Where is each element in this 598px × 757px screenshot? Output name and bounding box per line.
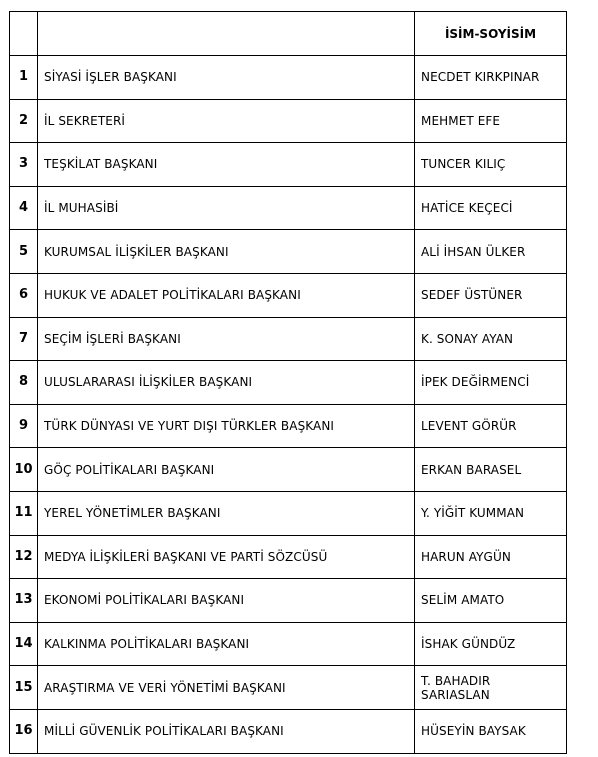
position-title-cell: ARAŞTIRMA VE VERİ YÖNETİMİ BAŞKANI [38, 666, 415, 710]
person-name-cell: MEHMET EFE [415, 99, 567, 143]
table-row [10, 491, 567, 535]
person-name-cell: İPEK DEĞİRMENCİ [415, 361, 567, 405]
table-row [10, 56, 567, 100]
row-number-cell: 1 [10, 56, 38, 100]
position-title-cell: MEDYA İLİŞKİLERİ BAŞKANI VE PARTİ SÖZCÜSÜ [38, 535, 415, 579]
position-title-cell: GÖÇ POLİTİKALARI BAŞKANI [38, 448, 415, 492]
table-row [10, 709, 567, 753]
row-number-cell: 15 [10, 666, 38, 710]
person-name-cell: K. SONAY AYAN [415, 317, 567, 361]
officials-table [9, 11, 567, 754]
position-title-cell: KURUMSAL İLİŞKİLER BAŞKANI [38, 230, 415, 274]
position-title-cell: MİLLİ GÜVENLİK POLİTİKALARI BAŞKANI [38, 709, 415, 753]
row-number-cell: 5 [10, 230, 38, 274]
table-row [10, 186, 567, 230]
row-number-cell: 13 [10, 579, 38, 623]
person-name-cell: SEDEF ÜSTÜNER [415, 273, 567, 317]
row-number-cell: 2 [10, 99, 38, 143]
person-name-cell: SELİM AMATO [415, 579, 567, 623]
row-number-cell: 14 [10, 622, 38, 666]
table-row [10, 230, 567, 274]
table-row [10, 317, 567, 361]
table-row [10, 273, 567, 317]
row-number-cell: 8 [10, 361, 38, 405]
person-name-cell: HÜSEYİN BAYSAK [415, 709, 567, 753]
row-number-cell: 10 [10, 448, 38, 492]
person-name-cell: HATİCE KEÇECİ [415, 186, 567, 230]
position-title-cell: SEÇİM İŞLERİ BAŞKANI [38, 317, 415, 361]
position-title-cell: SİYASİ İŞLER BAŞKANI [38, 56, 415, 100]
header-number-cell [10, 12, 38, 56]
table-row [10, 666, 567, 710]
row-number-cell: 11 [10, 491, 38, 535]
position-title-cell: YEREL YÖNETİMLER BAŞKANI [38, 491, 415, 535]
table-row [10, 99, 567, 143]
position-title-cell: KALKINMA POLİTİKALARI BAŞKANI [38, 622, 415, 666]
row-number-cell: 16 [10, 709, 38, 753]
person-name-cell: HARUN AYGÜN [415, 535, 567, 579]
position-title-cell: ULUSLARARASI İLİŞKİLER BAŞKANI [38, 361, 415, 405]
officials-table-body [10, 12, 567, 754]
table-row [10, 448, 567, 492]
person-name-cell: T. BAHADIR SARIASLAN [415, 666, 567, 710]
row-number-cell: 4 [10, 186, 38, 230]
person-name-cell: Y. YİĞİT KUMMAN [415, 491, 567, 535]
table-row [10, 622, 567, 666]
table-row [10, 361, 567, 405]
position-title-cell: HUKUK VE ADALET POLİTİKALARI BAŞKANI [38, 273, 415, 317]
person-name-cell: LEVENT GÖRÜR [415, 404, 567, 448]
position-title-cell: İL MUHASİBİ [38, 186, 415, 230]
person-name-cell: ERKAN BARASEL [415, 448, 567, 492]
header-name-cell: İSİM-SOYİSİM [415, 12, 567, 56]
position-title-cell: İL SEKRETERİ [38, 99, 415, 143]
person-name-cell: NECDET KIRKPINAR [415, 56, 567, 100]
table-row [10, 535, 567, 579]
row-number-cell: 7 [10, 317, 38, 361]
table-header-row [10, 12, 567, 56]
person-name-cell: İSHAK GÜNDÜZ [415, 622, 567, 666]
table-row [10, 143, 567, 187]
position-title-cell: TEŞKİLAT BAŞKANI [38, 143, 415, 187]
row-number-cell: 9 [10, 404, 38, 448]
person-name-cell: TUNCER KILIÇ [415, 143, 567, 187]
header-title-cell [38, 12, 415, 56]
table-row [10, 579, 567, 623]
row-number-cell: 6 [10, 273, 38, 317]
position-title-cell: TÜRK DÜNYASI VE YURT DIŞI TÜRKLER BAŞKANI [38, 404, 415, 448]
position-title-cell: EKONOMİ POLİTİKALARI BAŞKANI [38, 579, 415, 623]
person-name-cell: ALİ İHSAN ÜLKER [415, 230, 567, 274]
table-row [10, 404, 567, 448]
row-number-cell: 12 [10, 535, 38, 579]
row-number-cell: 3 [10, 143, 38, 187]
